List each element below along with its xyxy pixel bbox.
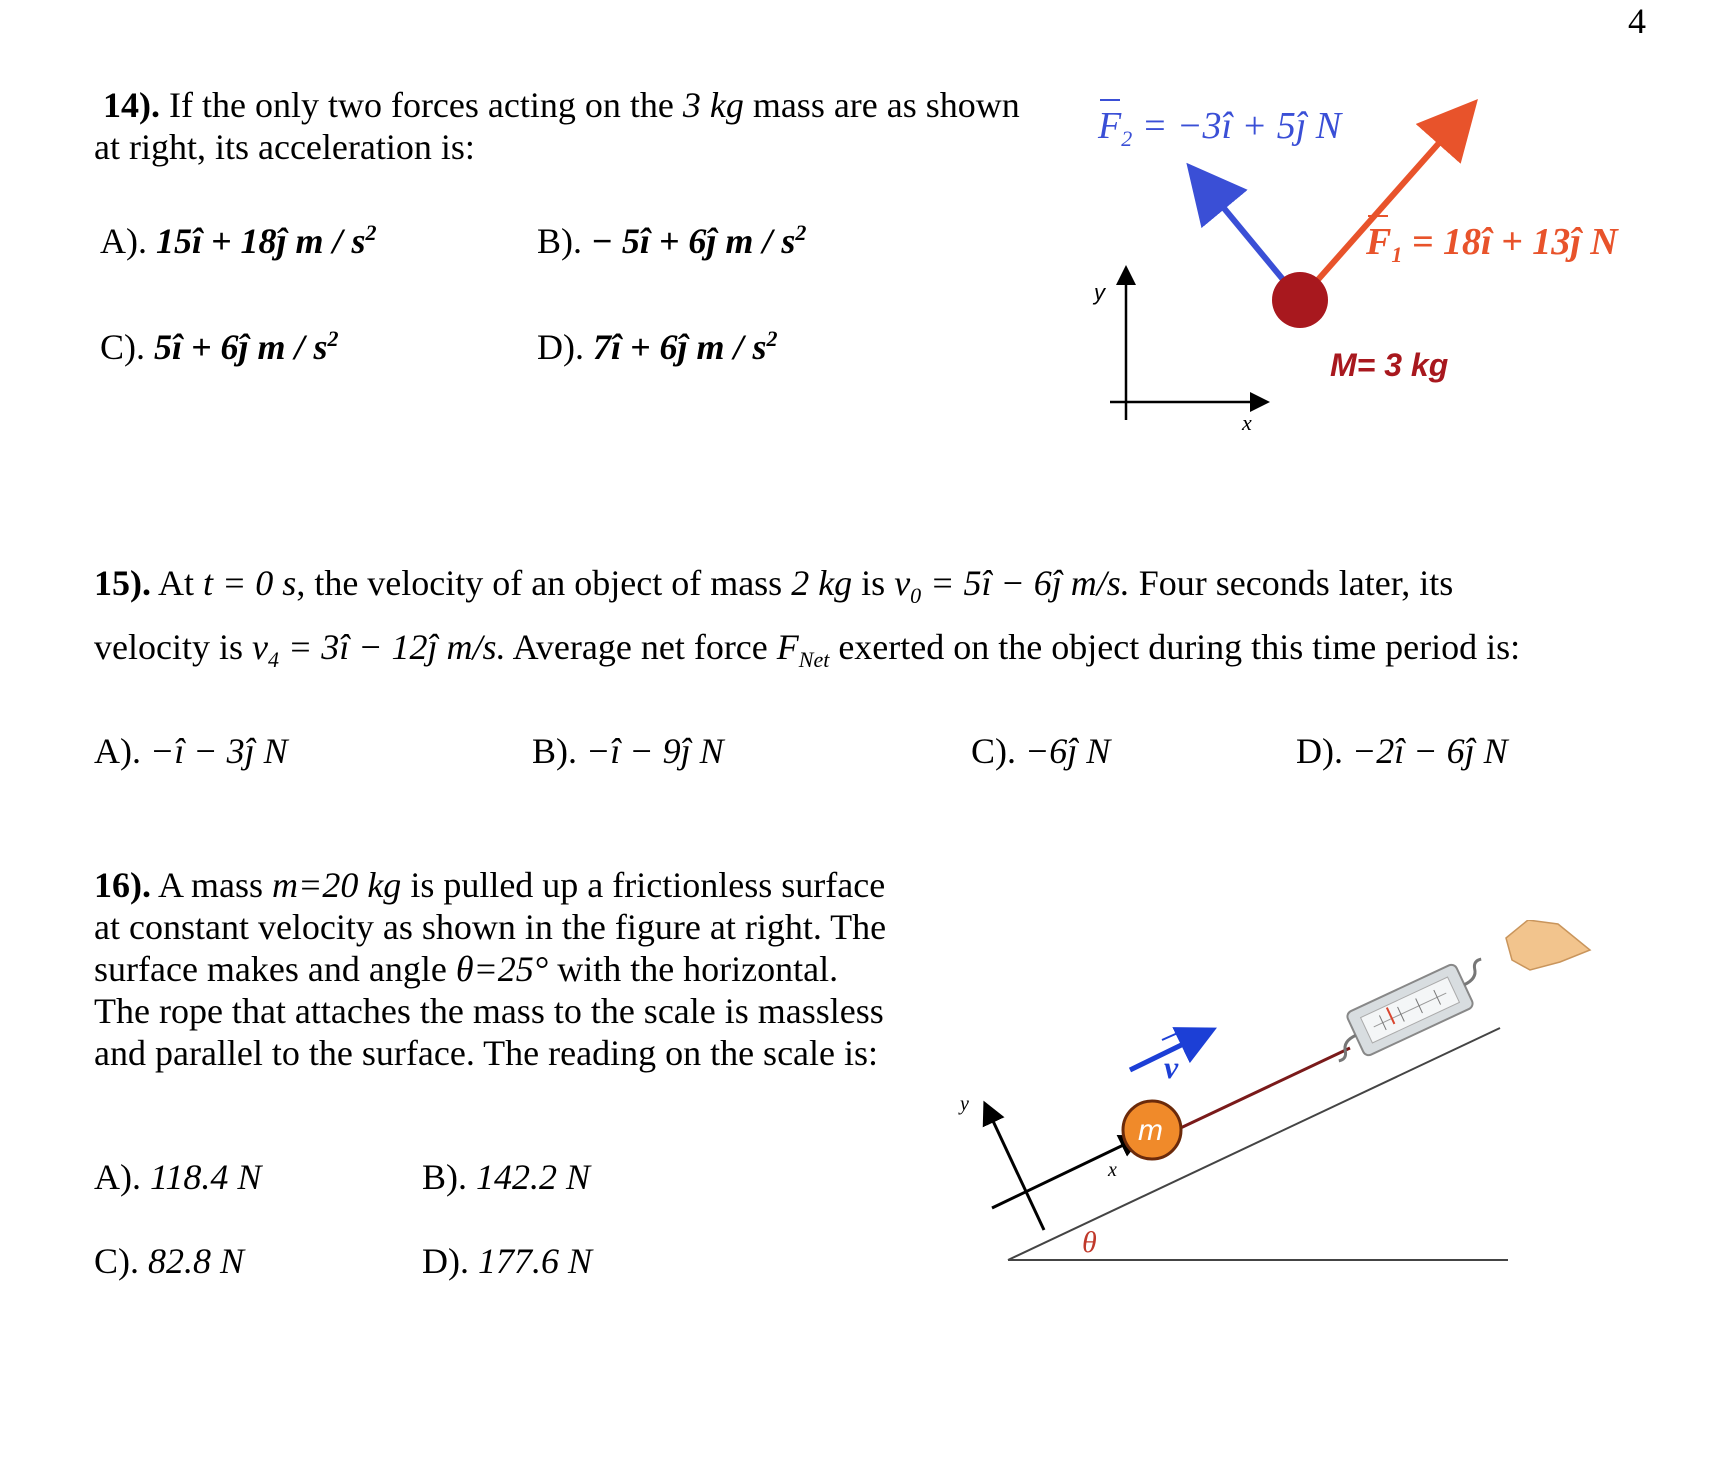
choice-value: −î − 3ĵ N: [150, 731, 288, 771]
choice-label: A).: [100, 221, 147, 261]
choice-value: 82.8 N: [148, 1241, 245, 1281]
q16-line-5: and parallel to the surface. The reading on the scale is:: [94, 1033, 879, 1073]
hand: [1506, 920, 1590, 970]
choice-value: 7î + 6ĵ m / s: [593, 327, 767, 367]
q15-choice-c[interactable]: [971, 730, 1110, 772]
q14-force-diagram: [1070, 80, 1670, 440]
q14-text-b: mass are as shown: [743, 85, 1020, 125]
choice-value: − 5î + 6ĵ m / s: [591, 221, 796, 261]
q15-fnet-sub: Net: [798, 647, 830, 673]
q15-choice-a[interactable]: [94, 730, 288, 772]
q15-v0-value: = 5î − 6ĵ m/s.: [921, 563, 1130, 603]
mass-label: M= 3 kg: [1330, 347, 1449, 383]
q14-number: 14).: [103, 85, 160, 125]
q15-v4: v: [251, 627, 268, 667]
q14-line-2: at right, its acceleration is:: [94, 127, 475, 167]
choice-label: C).: [100, 327, 145, 367]
page-number: 4: [1628, 1, 1646, 41]
choice-value: −2î − 6ĵ N: [1352, 731, 1508, 771]
tilted-y-axis: [986, 1106, 1044, 1230]
choice-label: D).: [1296, 731, 1343, 771]
q14-mass: 3 kg: [682, 85, 744, 125]
q16-text-d: with the horizontal.: [548, 949, 839, 989]
q16-mass: m=20 kg: [272, 865, 402, 905]
q15-text-b: , the velocity of an object of mass: [296, 563, 792, 603]
q14-choice-d[interactable]: [537, 326, 778, 368]
q15-mass: 2 kg: [791, 563, 853, 603]
q16-text: A mass: [158, 865, 273, 905]
q15-line-1: [94, 562, 1454, 609]
choice-label: A).: [94, 731, 141, 771]
choice-value: 15î + 18ĵ m / s: [156, 221, 366, 261]
q16-line-2: at constant velocity as shown in the figure at right. The: [94, 907, 887, 947]
q15-v0: v: [894, 563, 911, 603]
choice-label: C).: [94, 1241, 139, 1281]
choice-label: D).: [422, 1241, 469, 1281]
q14-text: If the only two forces acting on the: [169, 85, 683, 125]
q15-fnet: F: [776, 627, 799, 667]
q16-theta: θ=25°: [455, 949, 549, 989]
q16-choice-b[interactable]: [422, 1156, 590, 1198]
f1-label: $F_1$ = 18î + 13ĵ N: [1366, 221, 1618, 267]
axis-y-label: y: [1094, 280, 1105, 305]
choice-label: D).: [537, 327, 584, 367]
q14-choice-a[interactable]: [100, 220, 377, 262]
choice-exponent: 2: [327, 326, 339, 351]
q16-number: 16).: [94, 865, 151, 905]
choice-exponent: 2: [795, 220, 807, 245]
mass-ball: [1272, 272, 1328, 328]
q15-line-2: [94, 626, 1521, 673]
q14-choice-c[interactable]: [100, 326, 339, 368]
choice-label: B).: [422, 1157, 467, 1197]
q15-time: t = 0 s: [203, 563, 297, 603]
choice-value: −6ĵ N: [1025, 731, 1111, 771]
q16-text-b: is pulled up a frictionless surface: [401, 865, 886, 905]
mass-label: m: [1138, 1114, 1163, 1147]
spring-scale: [1322, 952, 1498, 1068]
choice-label: A).: [94, 1157, 141, 1197]
axis-y-label: y: [960, 1093, 969, 1115]
velocity-arrow-mark: [1162, 1032, 1180, 1040]
q15-choice-d[interactable]: [1296, 730, 1508, 772]
axis-x-label: x: [1108, 1159, 1117, 1181]
choice-exponent: 2: [365, 220, 377, 245]
f2-label: $F_2$ = −3î + 5ĵ N: [1098, 105, 1342, 151]
choice-value: 177.6 N: [478, 1241, 593, 1281]
choice-label: B).: [532, 731, 577, 771]
choice-exponent: 2: [766, 326, 778, 351]
q15-v4-sub: 4: [267, 647, 279, 673]
q16-choice-c[interactable]: [94, 1240, 244, 1282]
choice-value: −î − 9ĵ N: [586, 731, 724, 771]
q16-incline-diagram: [940, 920, 1620, 1280]
q16-text-c: surface makes and angle: [94, 949, 456, 989]
theta-label: θ: [1082, 1226, 1097, 1259]
q15-v4-value: = 3î − 12ĵ m/s.: [278, 627, 506, 667]
choice-value: 118.4 N: [150, 1157, 262, 1197]
q15-text-e: velocity is: [94, 627, 252, 667]
q16-line-4: The rope that attaches the mass to the scale is massless: [94, 991, 884, 1031]
rope: [1172, 1048, 1350, 1132]
q14-choice-b[interactable]: [537, 220, 806, 262]
choice-label: C).: [971, 731, 1016, 771]
q16-line-3: [94, 948, 838, 990]
q15-text-g: exerted on the object during this time period is:: [829, 627, 1521, 667]
axis-x-label: x: [1242, 410, 1252, 435]
q16-line-1: [94, 864, 885, 906]
q15-text: At: [158, 563, 204, 603]
q16-choice-d[interactable]: [422, 1240, 592, 1282]
q15-choice-b[interactable]: [532, 730, 724, 772]
q16-choice-a[interactable]: [94, 1156, 261, 1198]
choice-value: 5î + 6ĵ m / s: [154, 327, 328, 367]
q15-text-c: is: [852, 563, 895, 603]
q15-v0-sub: 0: [910, 583, 922, 609]
q15-text-d: Four seconds later, its: [1138, 563, 1454, 603]
q15-number: 15).: [94, 563, 151, 603]
choice-value: 142.2 N: [476, 1157, 591, 1197]
q14-line-1: [103, 84, 1020, 126]
velocity-label: v: [1164, 1049, 1179, 1085]
q15-text-f: Average net force: [512, 627, 777, 667]
choice-label: B).: [537, 221, 582, 261]
